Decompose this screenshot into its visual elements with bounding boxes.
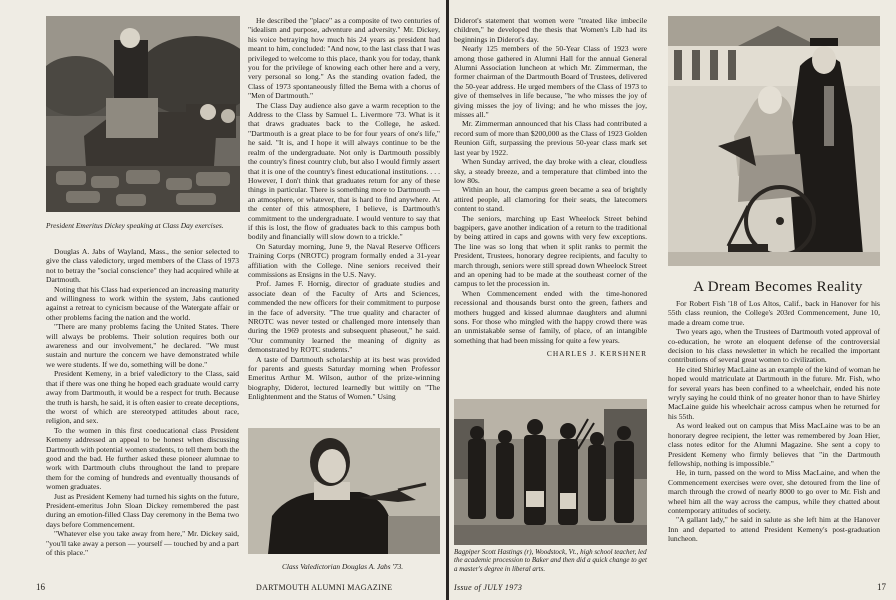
paragraph: He cited Shirley MacLaine as an example of the kind of woman he hoped would matriculate at Dartmouth in the future. Mr. Fish, who for several years has been confined to a wheelchair, ended his note wryly saying he could think of no greater honor than to have Shirley MacLaine guide his wheelchair across campus when he returned for his 55th. xyxy=(668,364,880,421)
photo-dickey-caption: President Emeritus Dickey speaking at Class Day exercises. xyxy=(46,221,224,230)
paragraph: Two years ago, when the Trustees of Dartmouth voted approval of co-education, he wrote an eloquent defense of the controversial decision to his class newsletter in which he recalled the important contributions of several great women to civilization. xyxy=(668,327,880,365)
left-page xyxy=(0,0,446,600)
paragraph: "Whatever else you take away from here," Mr. Dickey said, "you'll take away a person — yourself — touched by and a part of this place." xyxy=(46,529,239,557)
byline: CHARLES J. KERSHNER xyxy=(546,349,647,359)
paragraph: He, in turn, passed on the word to Miss MacLaine, and when the Commencement exercises were over, she detoured from the line of march through the crowd of nearly 8000 to go over to Mr. Fish and wheel him all the way across the campus, while they chatted about contemporary attitudes of society. xyxy=(668,468,880,515)
photo-jabs-caption: Class Valedictorian Douglas A. Jabs '73. xyxy=(282,562,404,571)
paragraph: Within an hour, the campus green became a sea of brightly attired people, all clamoring for their seats, the latecomers content to stand. xyxy=(454,185,647,214)
paragraph: The seniors, marching up East Wheelock Street behind bagpipers, gave another indication of a return to the traditional by being attired in caps and gowns with very few exceptions. The line was so long that when it split ranks to permit the President, Trustees, honorary degree recipients, and faculty to march through, seniors were still spread down Wheelock Street and an opening had to be made at the southeast corner of the campus to let the procession in. xyxy=(454,213,647,289)
left-page-column-2 xyxy=(248,16,440,402)
paragraph: As word leaked out on campus that Miss MacLaine was to be an honorary degree recipient, the letter was remembered by Joan Hier, class notes editor for the Alumni Magazine. She sent a copy to President Kemeny who firmly believes that "in the Dartmouth fellowship, nothing is impossible." xyxy=(668,421,880,468)
magazine-footer: DARTMOUTH ALUMNI MAGAZINE xyxy=(256,583,393,592)
paragraph: The Class Day audience also gave a warm reception to the Address to the Class by Samuel L. Livermore '73. What is it that draws graduates back to the College, he asked. "Dartmouth is a great place to be for four years of one's life," he said. "It is, and I hope it will always continue to be the realm of the undergraduate. Not only is Dartmouth possibly the country's finest country club, but also I would firmly assert that it is one of the country's finest educational institutions. . . . However, I don't think that graduates return for any of these things in particular. There is something more to Dartmouth — an atmosphere, or whatever, that is hard to find anywhere. At the center of this atmosphere, I believe, is Dartmouth's commitment to the undergraduate. I would venture to say that if this is lost, the flow of graduates back to this campus both bodily and financially will slow down to a trickle." xyxy=(248,100,440,242)
photo-bagpiper-procession xyxy=(454,399,647,545)
page-number-right: 17 xyxy=(877,582,886,592)
paragraph: Noting that his Class had experienced an increasing maturity and willingness to work within the system, Jabs cautioned against a retreat to cynicism because of the Watergate affair or other problems facing the nation and the world. xyxy=(46,284,239,322)
paragraph: Prof. James F. Hornig, director of graduate studies and associate dean of the Faculty of Arts and Sciences, commended the new officers for their commitment to purpose in the face of adversity. "The true quality and character of NROTC was never tested or challenged more intensely than during the 1969 protests and subsequent phaseout," he said. "Our community learned the meaning of dignity as demonstrated by ROTC students." xyxy=(248,279,440,355)
paragraph: When Commencement ended with the time-honored recessional and thousands burst onto the green, fathers and mothers hugged and kissed alumnae daughters and alumni sons. For those who mingled with the happy crowd there was an unmistakable sense of family, of place, of an intangible something that had been missing for quite a few years. xyxy=(454,288,647,345)
right-page-column-1 xyxy=(454,16,647,359)
paragraph: Nearly 125 members of the 50-Year Class of 1923 were among those gathered in Alumni Hall for the annual General Alumni Association luncheon at which Mr. Zimmerman, the former chairman of the Dartmouth Board of Trustees, delivered the 50-year address. He urged members of the Class of 1973 to give of themselves in life because, "he who misses the joy of giving misses the joy of living; and he who misses the joy, misses all." xyxy=(454,44,647,120)
issue-footer: Issue of JULY 1973 xyxy=(454,583,523,592)
paragraph: "There are many problems facing the United States. There will always be problems. Their solution requires both our awareness and our involvement," he declared. "We must sustain and nurture the concern we have demonstrated while we were students. If we do, something will be done." xyxy=(46,322,239,369)
photo-maclaine-wheelchair xyxy=(668,16,880,266)
right-page xyxy=(449,0,896,600)
paragraph: On Saturday morning, June 9, the Naval Reserve Officers Training Corps (NROTC) program formally ended a 31-year affiliation with the College. Nine seniors received their commissions as Ensigns in the U.S. Navy. xyxy=(248,241,440,279)
article-headline: A Dream Becomes Reality xyxy=(693,279,863,295)
paragraph: Douglas A. Jabs of Wayland, Mass., the senior selected to give the class valedictory, urged members of the Class of 1973 not to betray the "social conscience" they had acquired while at Dartmouth. xyxy=(46,247,239,285)
paragraph: He described the "place" as a composite of two centuries of "idealism and purpose, adventure and adversity." Mr. Dickey, his voice betraying how much his 24 years as president had meant to him, concluded: "And now, to the last class that I was privileged to welcome to this place, thank you for today, thank you for the privilege of knowing each other here and a very, very personal so long." As the standing ovation faded, the Class of 1973 spontaneously filled the Bema with a chorus of "Men of Dartmouth." xyxy=(248,16,440,101)
photo-jabs-valedictorian xyxy=(248,428,440,554)
left-page-column-1 xyxy=(46,247,239,557)
page-number-left: 16 xyxy=(36,582,45,592)
paragraph: Just as President Kemeny had turned his sights on the future, President-emeritus John Sloan Dickey remembered the past during an emotion-filled Class Day ceremony in the Bema two days before Commencement. xyxy=(46,491,239,529)
paragraph: When Sunday arrived, the day broke with a clear, cloudless sky, a steady breeze, and a temperature that climbed into the low 80s. xyxy=(454,157,647,185)
paragraph: To the women in this first coeducational class President Kemeny addressed an appeal to be honest when discussing Dartmouth with potential women students, to tell them both the good and the bad. He further asked these pioneer alumnae to work with Dartmouth clubs throughout the land to prepare them for the coming of hundreds and eventually thousands of women graduates. xyxy=(46,425,239,492)
paragraph: President Kemeny, in a brief valedictory to the Class, said that if there was one thing he hoped each graduate would carry away from Dartmouth, it would be a respect for truth. Because the truth is harsh, he said, it is often easier to create deceptions, the worst of which are stereotyped attitudes about race, religion, and sex. xyxy=(46,369,239,426)
paragraph: A taste of Dartmouth scholarship at its best was provided for parents and guests Saturday morning when Professor Emeritus Arthur M. Wilson, author of the prize-winning biography, Diderot, lectured learnedly but wittily on "The Enlightenment and the Status of Women." Using xyxy=(248,354,440,402)
photo-dickey-speaking xyxy=(46,16,240,212)
photo-bagpiper-caption: Bagpiper Scott Hastings (r), Woodstock, Vt., high school teacher, led the academic procession to Baker and then did a quick change to get a master's degree in liberal arts. xyxy=(454,548,647,573)
right-page-column-2 xyxy=(668,299,880,544)
paragraph: Diderot's statement that women were "treated like imbecile children," he developed the thesis that Women's Lib had its beginnings in Diderot's day. xyxy=(454,16,647,44)
paragraph: For Robert Fish '18 of Los Altos, Calif., back in Hanover for his 55th class reunion, the College's 203rd Commencement, June 10, made a dream come true. xyxy=(668,299,880,327)
paragraph: Mr. Zimmerman announced that his Class had contributed a record sum of more than $200,000 as the Class of 1923 Golden Reunion Gift, surpassing the previous 50-year class mark set last year by 1922. xyxy=(454,119,647,157)
paragraph: "A gallant lady," he said in salute as she left him at the Hanover Inn and departed to attend President Kemeny's post-graduation luncheon. xyxy=(668,515,880,544)
